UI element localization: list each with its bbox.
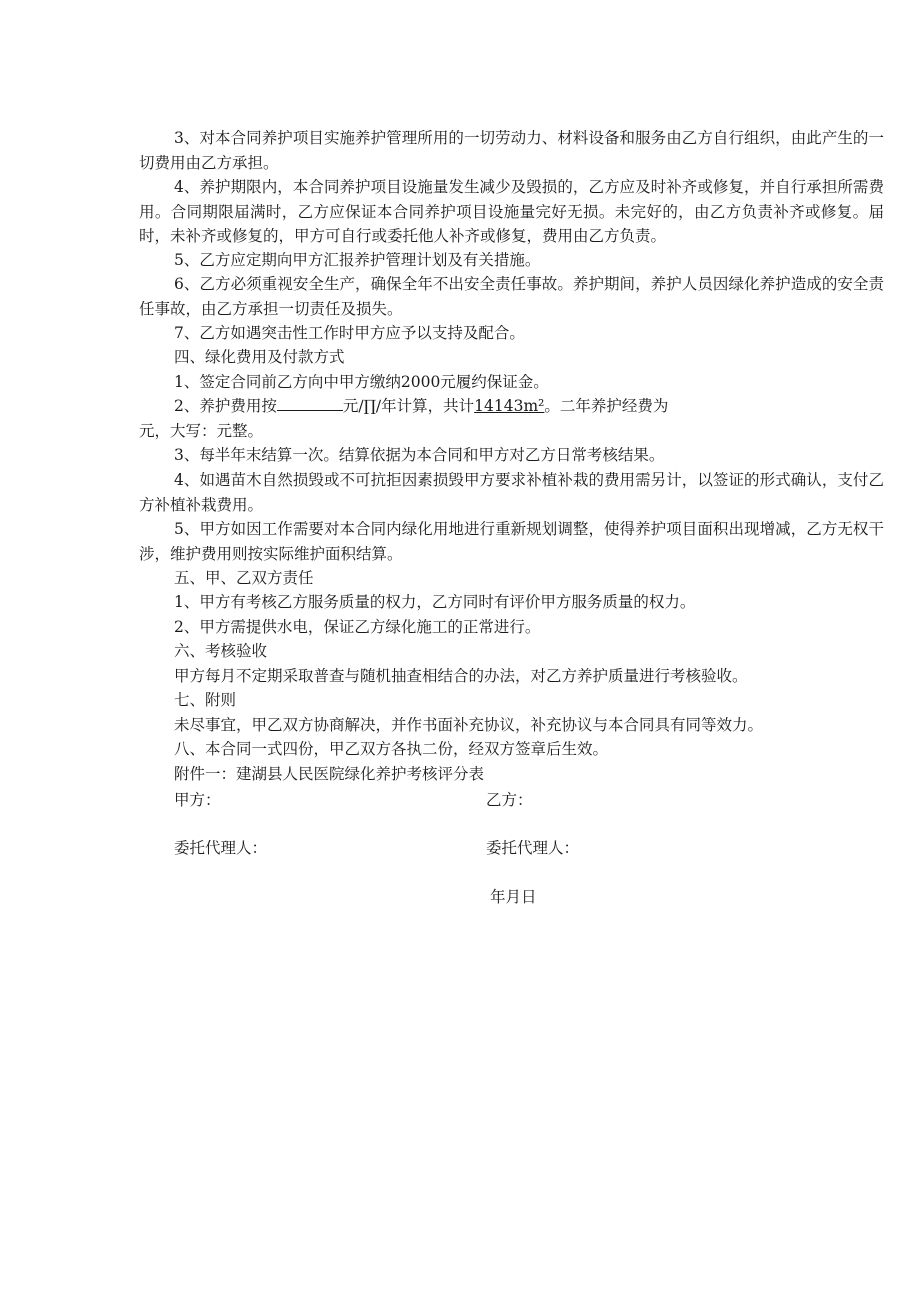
date-line: 年月日 — [490, 888, 537, 906]
clause-5: 5、乙方应定期向甲方汇报养护管理计划及有关措施。 — [174, 251, 541, 269]
fee-item-2-suffix: 。二年养护经费为 — [544, 397, 669, 415]
clause-7: 7、乙方如遇突击性工作时甲方应予以支持及配合。 — [174, 324, 525, 342]
section-4-heading: 四、绿化费用及付款方式 — [174, 348, 345, 366]
section-6-heading: 六、考核验收 — [174, 642, 268, 660]
area-unit: m² — [523, 397, 545, 415]
section-8-text: 八、本合同一式四份，甲乙双方各执二份，经双方签章后生效。 — [174, 740, 609, 758]
fee-item-4: 4、如遇苗木自然损毁或不可抗拒因素损毁甲方要求补植补栽的费用需另计，以签证的形式确认，支付乙方补植补栽费用。 — [139, 471, 884, 514]
clause-3: 3、对本合同养护项目实施养护管理所用的一切劳动力、材料设备和服务由乙方自行组织，由此产生的一切费用由乙方承担。 — [139, 129, 884, 172]
party-b-label: 乙方： — [486, 791, 533, 809]
clause-4: 4、养护期限内，本合同养护项目设施量发生减少及毁损的，乙方应及时补齐或修复，并自行承担所需费用。合同期限届满时，乙方应保证本合同养护项目设施量完好无损。未完好的，由乙方负责补齐或修复。届时，未补齐或修复的，甲方可自行或委托他人补齐或修复，费用由乙方负责。 — [139, 178, 884, 245]
section-6-text: 甲方每月不定期采取普查与随机抽查相结合的办法，对乙方养护质量进行考核验收。 — [174, 667, 748, 685]
attachment-line: 附件一：建湖县人民医院绿化养护考核评分表 — [174, 765, 485, 783]
fee-item-5: 5、甲方如因工作需要对本合同内绿化用地进行重新规划调整，使得养护项目面积出现增减，乙方无权干涉，维护费用则按实际维护面积结算。 — [139, 520, 884, 563]
agent-b-label: 委托代理人： — [486, 839, 580, 857]
fee-item-2-continued: 元，大写：元整。 — [139, 422, 264, 440]
fee-rate-blank — [277, 396, 343, 411]
party-a-label: 甲方： — [174, 791, 221, 809]
section-5-heading: 五、甲、乙双方责任 — [174, 569, 314, 587]
area-value: 14143 — [474, 397, 524, 415]
fee-item-3: 3、每半年末结算一次。结算依据为本合同和甲方对乙方日常考核结果。 — [174, 446, 665, 464]
agent-a-label: 委托代理人： — [174, 839, 268, 857]
duty-item-1: 1、甲方有考核乙方服务质量的权力，乙方同时有评价甲方服务质量的权力。 — [174, 593, 696, 611]
clause-6: 6、乙方必须重视安全生产，确保全年不出安全责任事故。养护期间，养护人员因绿化养护造成的安全责任事故，由乙方承担一切责任及损失。 — [139, 275, 884, 318]
fee-item-2-prefix: 2、养护费用按 — [174, 397, 277, 415]
fee-item-2-rate-unit: 元∕∏∕年计算，共计 — [342, 397, 475, 415]
duty-item-2: 2、甲方需提供水电，保证乙方绿化施工的正常进行。 — [174, 618, 541, 636]
section-7-text: 未尽事宜，甲乙双方协商解决，并作书面补充协议，补充协议与本合同具有同等效力。 — [174, 716, 764, 734]
fee-item-1: 1、签定合同前乙方向中甲方缴纳2000元履约保证金。 — [174, 373, 549, 391]
section-7-heading: 七、附则 — [174, 691, 237, 709]
fee-item-2 — [174, 394, 668, 419]
